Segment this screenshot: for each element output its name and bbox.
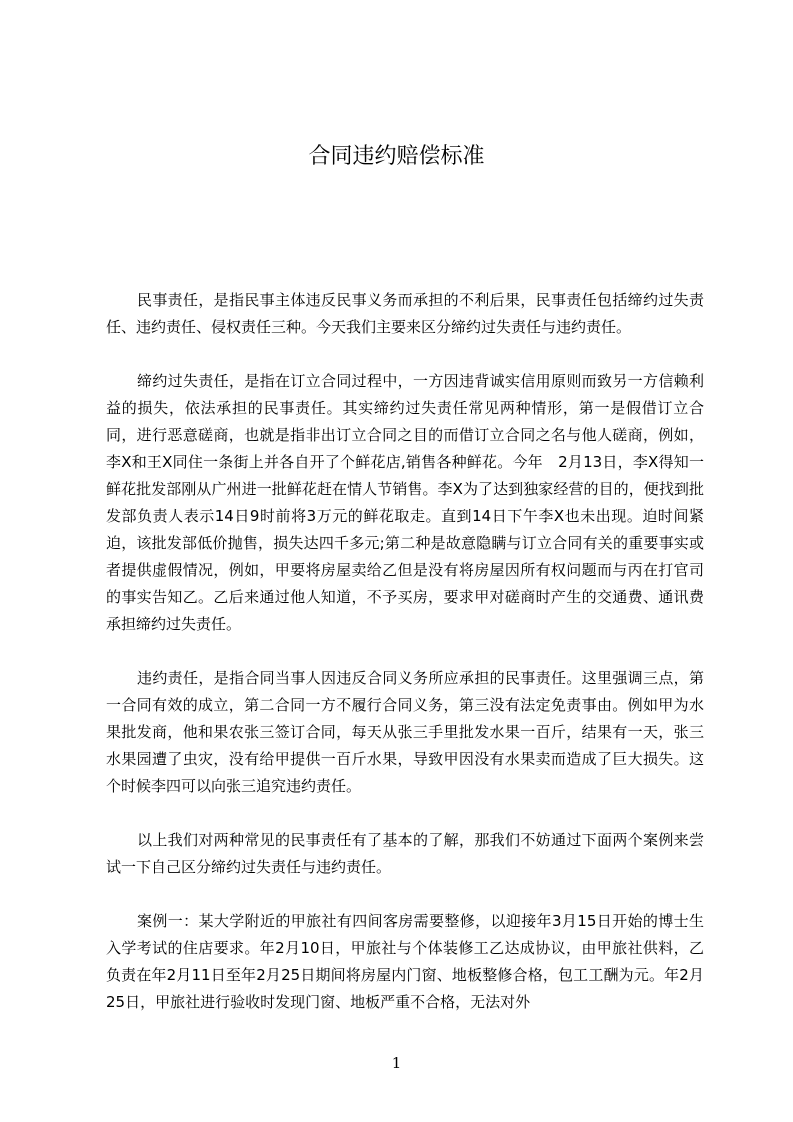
paragraph-civil-liability: 民事责任，是指民事主体违反民事义务而承担的不利后果，民事责任包括缔约过失责任、违约责任、侵权责任三种。今天我们主要来区分缔约过失责任与违约责任。 <box>106 291 704 336</box>
page-number: 1 <box>391 1054 402 1072</box>
document-title: 合同违约赔偿标准 <box>308 144 485 169</box>
paragraph-case-one: 案例一：某大学附近的甲旅社有四间客房需要整修，以迎接年3月15日开始的博士生入学考试的住店要求。年2月10日，甲旅社与个体装修工乙达成协议，由甲旅社供料，乙负责在年2月11日至年2月25日期间将房屋内门窗、地板整修合格，包工工酬为元。年2月25日，甲旅社进行验收时发现门窗、地板严重不合格，无法对外 <box>106 912 704 1011</box>
paragraph-summary: 以上我们对两种常见的民事责任有了基本的了解，那我们不妨通过下面两个案例来尝试一下自己区分缔约过失责任与违约责任。 <box>106 831 704 876</box>
paragraph-breach-liability: 违约责任，是指合同当事人因违反合同义务所应承担的民事责任。这里强调三点，第一合同有效的成立，第二合同一方不履行合同义务，第三没有法定免责事由。例如甲为水果批发商，他和果农张三签订合同，每天从张三手里批发水果一百斤，结果有一天，张三水果园遭了虫灾，没有给甲提供一百斤水果，导致甲因没有水果卖而造成了巨大损失。这个时候李四可以向张三追究违约责任。 <box>106 669 704 795</box>
document-body <box>106 287 704 1043</box>
paragraph-contracting-fault: 缔约过失责任，是指在订立合同过程中，一方因违背诚实信用原则而致另一方信赖利益的损失，依法承担的民事责任。其实缔约过失责任常见两种情形，第一是假借订立合同，进行恶意磋商，也就是指非出订立合同之目的而借订立合同之名与他人磋商，例如，李X和王X同住一条街上并各自开了个鲜花店,销售各种鲜花。今年 2月13日，李X得知一鲜花批发部刚从广州进一批鲜花赶在情人节销售。李X为了达到独家经营的目的，便找到批发部负责人表示14日9时前将3万元的鲜花取走。直到14日下午李X也未出现。迫时间紧迫，该批发部低价抛售，损失达四千多元;第二种是故意隐瞒与订立合同有关的重要事实或者提供虚假情况，例如，甲要将房屋卖给乙但是没有将房屋因所有权问题而与丙在打官司的事实告知乙。乙后来通过他人知道，不予买房，要求甲对磋商时产生的交通费、通讯费承担缔约过失责任。 <box>106 372 704 633</box>
